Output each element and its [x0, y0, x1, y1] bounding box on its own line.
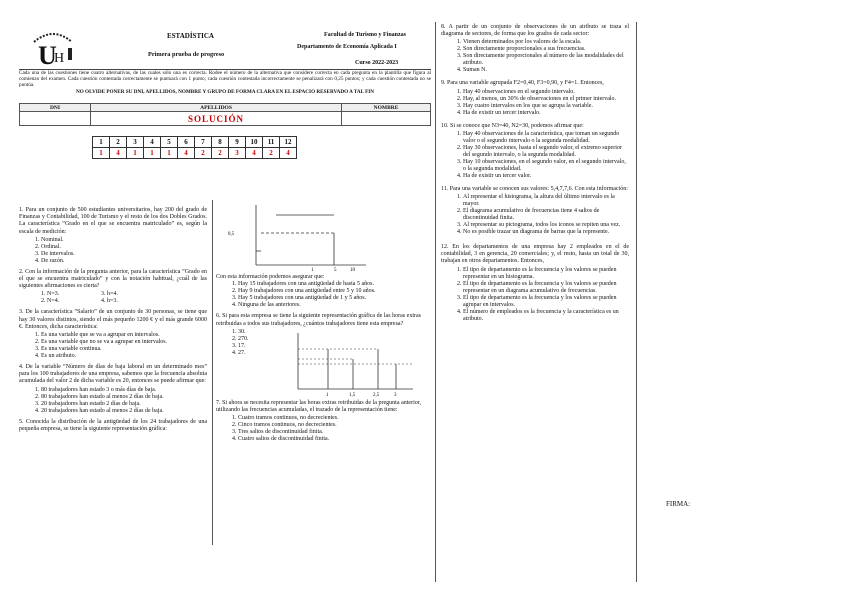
question-9: 9. Para una variable agrupada F2=0,40, F3=0,90, y F4=1. Entonces, — [441, 80, 604, 87]
question-2-options — [41, 291, 207, 305]
option[interactable]: 2. Cinco tramos continuos, no decrecientes. — [238, 422, 421, 429]
graph-question-5 — [216, 205, 416, 271]
question-9-options — [441, 89, 629, 117]
option[interactable]: 4. 20 trabajadores han estado al menos 2 días de baja. — [41, 408, 207, 415]
graph-question-6 — [278, 329, 418, 397]
option[interactable]: 4. El número de empleados es la frecuencia y la característica es un atributo. — [463, 309, 629, 323]
nombre-field[interactable] — [342, 112, 431, 126]
answer-number: 12 — [280, 137, 297, 148]
option[interactable]: 1. El tipo de departamento es la frecuencia y los valores se pueden representar en un histograma. — [463, 267, 629, 281]
question-12-options — [441, 267, 629, 323]
graph5-y-label: 0,5 — [228, 232, 235, 237]
option[interactable]: 3. Al representar su pictograma, todos los iconos se repiten una vez. — [463, 222, 629, 229]
option[interactable]: 4. Es un atributo. — [41, 353, 207, 360]
answer-value[interactable]: 1 — [161, 148, 178, 159]
question-4: 4. De la variable “Número de días de baja laboral en un determinado mes” para los 100 trabajadores de una empresa, sabemos que la frecuencia absoluta acumulada del valor 2 de dicha variable es 20, entonces se puede afirmar que: — [19, 364, 207, 385]
option[interactable]: 4. 27. — [238, 350, 278, 357]
signature-label: FIRMA: — [666, 500, 691, 508]
option[interactable]: 1. Cuatro tramos continuos, no decrecientes. — [238, 415, 421, 422]
question-2: 2. Con la información de la pregunta anterior, para la característica “Grado en el que se encuentra matriculado” y con la notación habitual, ¿cuál de las siguientes afirmaciones es cierta? — [19, 268, 207, 290]
graph6-x-tick: 2,5 — [373, 392, 380, 397]
option[interactable]: 1. 80 trabajadores han estado 3 o más días de baja. — [41, 387, 207, 394]
option[interactable]: 4. Ninguna de las anteriores. — [238, 302, 421, 309]
solution-label: SOLUCIÓN — [187, 113, 244, 124]
course-year: Curso 2022-2023 — [355, 60, 399, 66]
question-1-options — [19, 237, 207, 265]
option[interactable]: 3. 20 trabajadores han estado 2 días de baja. — [41, 401, 207, 408]
question-3: 3. De la característica “Salario” de un conjunto de 30 personas, se tiene que hay 30 valores distintos, siendo el más pequeño 1200 € y el más grande 6000 €. Entonces, dicha característica: — [19, 309, 207, 330]
option[interactable]: 2. El tipo de departamento es la frecuencia y los valores se pueden representar en un diagrama acumulativo de frecuencias. — [463, 281, 629, 295]
exam-title: ESTADÍSTICA — [167, 32, 214, 40]
option[interactable]: 1. Es una variable que se va a agrupar en intervalos. — [41, 332, 207, 339]
option[interactable]: 2. 80 trabajadores han estado al menos 2 días de baja. — [41, 394, 207, 401]
option[interactable]: 2. 270. — [238, 336, 278, 343]
option[interactable]: 4. Ha de existir un tercer intervalo. — [463, 110, 629, 117]
question-6-block — [216, 329, 421, 397]
answer-values-row — [93, 148, 297, 159]
answer-value[interactable]: 4 — [178, 148, 195, 159]
question-6: 6. Si para esta empresa se tiene la siguiente representación gráfica de las horas extras retribuidas a todos sus trabajadores, ¿cuántos trabajadores tiene esta empresa? — [216, 313, 421, 327]
option[interactable]: 1. Vienen determinados por los valores de la escala. — [463, 39, 629, 46]
option[interactable]: 2. Es una variable que no se va a agrupar en intervalos. — [41, 339, 207, 346]
answer-value[interactable]: 4 — [280, 148, 297, 159]
answer-value[interactable]: 4 — [246, 148, 263, 159]
question-6-options — [216, 329, 278, 397]
dni-field[interactable] — [20, 112, 91, 126]
option[interactable]: 3. Hay 5 trabajadores con una antigüedad de 1 y 5 años. — [238, 295, 421, 302]
answer-value[interactable]: 2 — [263, 148, 280, 159]
question-10: 10. Si se conoce que N3=40, N2=30, podemos afirmar que: — [441, 122, 584, 129]
option[interactable]: 3. Es una variable continua. — [41, 346, 207, 353]
option[interactable]: 2. Ordinal. — [41, 244, 207, 251]
answer-grid — [92, 136, 297, 159]
column-divider-2 — [435, 22, 436, 582]
option[interactable]: 1. Nominal. — [41, 237, 207, 244]
option[interactable]: 1. Hay 40 observaciones en el segundo intervalo. — [463, 89, 629, 96]
column-2 — [216, 205, 421, 443]
option[interactable]: 4. Suman N. — [463, 67, 629, 74]
question-5-options — [216, 281, 421, 309]
question-1: 1. Para un conjunto de 500 estudiantes universitarios, hay 200 del grado de Finanzas y Contabilidad, 100 de Turismo y el resto de los dos Dobles Grados. La característica “Grado en el que se encuentra matriculado” es, según la escala de medición: — [19, 207, 207, 235]
department-name: Departamento de Economía Aplicada I — [297, 44, 397, 50]
instructions-text: Cada una de las cuestiones tiene cuatro alternativas, de las cuales sólo una es correcta. Rodee el número de la alternativa que considere correcta en cada pregunta en la plantilla que figura al comienzo del examen. Cada cuestión contestada correctamente se puntuará con 1 punto; cada cuestión contestada incorrectamente se penalizará con 0,25 puntos; y cada cuestión contestada no se puntúa. — [19, 70, 431, 89]
column-divider-1 — [212, 200, 213, 545]
option[interactable]: 2. Hay, al menos, un 30% de observaciones en el primer intervalo. — [463, 96, 629, 103]
question-10-options — [441, 131, 629, 180]
question-8-options — [441, 39, 629, 74]
question-5: 5. Conocida la distribución de la antigüedad de los 24 trabajadores de una pequeña empresa, se tiene la siguiente representación gráfica: — [19, 418, 207, 432]
option[interactable]: 2. Son directamente proporcionales a sus frecuencias. — [463, 46, 629, 53]
exam-subtitle: Primera prueba de progreso — [148, 51, 225, 58]
faculty-name: Facultad de Turismo y Finanzas — [324, 32, 407, 38]
student-id-table — [19, 103, 431, 126]
answer-number: 3 — [127, 137, 144, 148]
option[interactable]: 4. De razón. — [41, 258, 207, 265]
apellidos-field[interactable] — [91, 112, 342, 126]
option[interactable]: 4. No es posible trazar un diagrama de barras que la represente. — [463, 229, 629, 236]
option[interactable]: 1. Al representar el histograma, la altura del último intervalo es la mayor. — [463, 194, 629, 208]
answer-number: 1 — [93, 137, 110, 148]
graph6-x-tick: 1,5 — [349, 392, 356, 397]
question-5-stem: Con esta información podemos asegurar que: — [216, 274, 325, 281]
option[interactable]: 3. 17. — [238, 343, 278, 350]
answer-number: 10 — [246, 137, 263, 148]
option-text: N=3. — [47, 291, 60, 298]
question-12: 12. En los departamentos de una empresa hay 2 empleados en el de contabilidad, 3 en gerencia, 20 comerciales; y, el resto, hasta un total de 30, trabajan en otros departamentos. Entonces, — [441, 244, 629, 265]
option[interactable]: 3. h=4. — [101, 291, 118, 298]
graph6-x-tick: 1 — [326, 392, 329, 397]
option[interactable]: 1. Hay 40 observaciones de la característica, que toman un segundo valor o el segundo intervalo o la segunda modalidad. — [463, 131, 629, 145]
answer-number: 5 — [161, 137, 178, 148]
option[interactable]: 4. Cuatro saltos de discontinuidad finita. — [238, 436, 421, 443]
question-11: 11. Para una variable se conocen sus valores: 5,4,7,7,6. Con esta información: — [441, 185, 628, 192]
answer-value[interactable]: 3 — [229, 148, 246, 159]
answer-value[interactable]: 2 — [195, 148, 212, 159]
graph5-x-tick: 1 — [311, 268, 314, 271]
svg-text:H: H — [54, 51, 65, 66]
answer-value[interactable]: 4 — [110, 148, 127, 159]
option[interactable]: 1. 30. — [238, 329, 278, 336]
answer-number: 8 — [212, 137, 229, 148]
dni-header: DNI — [20, 104, 91, 112]
answer-value[interactable]: 2 — [212, 148, 229, 159]
option[interactable]: 3. Son directamente proporcionales al número de las modalidades del atributo. — [463, 53, 629, 67]
question-7: 7. Si ahora se necesita representar las horas extras retribuidas de la pregunta anterior, utilizando las frecuencias acumuladas, el trazado de la representación tiene: — [216, 399, 421, 414]
option[interactable]: 2. El diagrama acumulativo de frecuencias tiene 4 saltos de discontinuidad finita. — [463, 208, 629, 222]
question-3-options — [19, 332, 207, 360]
answer-number: 6 — [178, 137, 195, 148]
option-text: N=4. — [47, 298, 60, 305]
question-11-options — [441, 194, 629, 236]
graph6-x-tick: 3 — [394, 392, 397, 397]
column-3 — [441, 24, 629, 323]
column-divider-3 — [636, 22, 637, 582]
option[interactable]: 3. Hay cuatro intervalos en los que se agrupa la variable. — [463, 103, 629, 110]
answer-numbers-row — [93, 137, 297, 148]
option[interactable]: 4. h=3. — [101, 298, 118, 305]
graph5-x-tick: 10 — [350, 268, 355, 271]
column-1 — [19, 207, 207, 438]
graph5-x-tick: 5 — [334, 268, 337, 271]
option[interactable]: 4. Ha de existir un tercer valor. — [463, 173, 629, 180]
answer-number: 4 — [144, 137, 161, 148]
option[interactable]: 2. N=4. — [41, 298, 60, 305]
answer-value[interactable]: 1 — [144, 148, 161, 159]
option[interactable]: 3. El tipo de departamento es la frecuencia y los valores se pueden agrupar en intervalos. — [463, 295, 629, 309]
answer-value[interactable]: 1 — [93, 148, 110, 159]
question-7-options — [216, 415, 421, 443]
question-4-options — [19, 387, 207, 415]
option[interactable]: 1. Hay 15 trabajadores con una antigüedad de hasta 5 años. — [238, 281, 421, 288]
question-8: 8. A partir de un conjunto de observaciones de un atributo se traza el diagrama de sectores, de forma que los grados de cada sector: — [441, 24, 629, 38]
option[interactable]: 2. Hay 30 observaciones, hasta el segundo valor, el extremo superior del segundo intervalo, o la segunda modalidad. — [463, 145, 629, 159]
option-text: h=4. — [107, 291, 118, 298]
answer-value[interactable]: 1 — [127, 148, 144, 159]
svg-text:U: U — [38, 41, 57, 70]
answer-number: 9 — [229, 137, 246, 148]
option[interactable]: 3. Hay 10 observaciones, en el segundo valor, en el segundo intervalo, o la segunda modalidad. — [463, 159, 629, 173]
option[interactable]: 3. Tres saltos de discontinuidad finita. — [238, 429, 421, 436]
option-text: h=3. — [107, 298, 118, 305]
answer-number: 7 — [195, 137, 212, 148]
instructions — [19, 70, 431, 95]
option[interactable]: 3. De intervalos. — [41, 251, 207, 258]
apellidos-header: APELLIDOS — [91, 104, 342, 112]
answer-number: 2 — [110, 137, 127, 148]
nombre-header: NOMBRE — [342, 104, 431, 112]
option[interactable]: 1. N=3. — [41, 291, 60, 298]
answer-number: 11 — [263, 137, 280, 148]
university-logo — [28, 24, 78, 70]
instructions-notice: NO OLVIDE PONER SU DNI, APELLIDOS, NOMBRE Y GRUPO DE FORMA CLARA EN EL ESPACIO RESERVADO A TAL FIN — [75, 88, 375, 95]
option[interactable]: 2. Hay 9 trabajadores con una antigüedad entre 5 y 10 años. — [238, 288, 421, 295]
